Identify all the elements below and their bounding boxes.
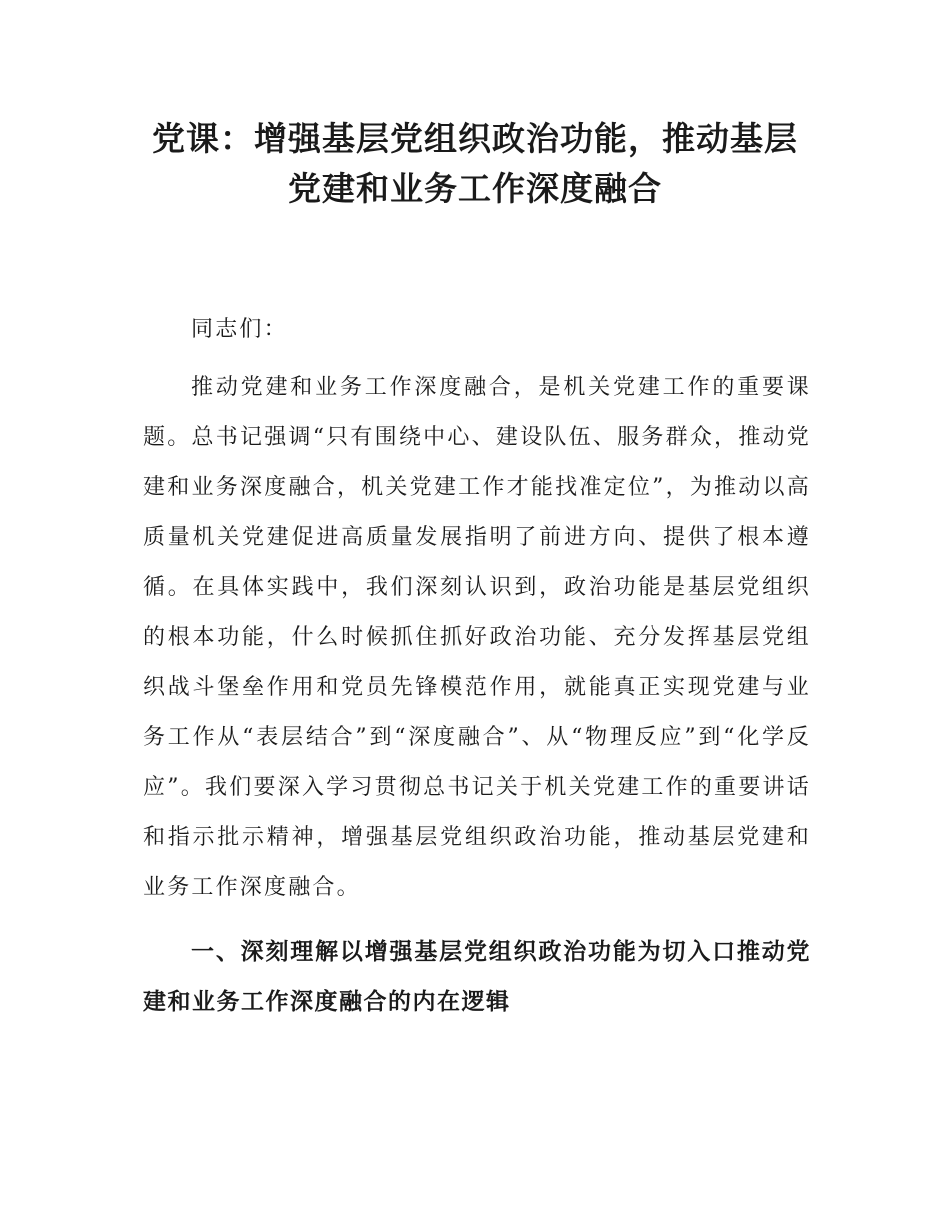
document-title: [100, 114, 850, 214]
title-line-1: 党课：增强基层党组织政治功能，推动基层: [152, 119, 798, 158]
title-line-2: 党建和业务工作深度融合: [288, 169, 662, 208]
section-heading: 一、深刻理解以增强基层党组织政治功能为切入口推动党建和业务工作深度融合的内在逻辑: [143, 939, 811, 1015]
paragraph: 推动党建和业务工作深度融合，是机关党建工作的重要课题。总书记强调“只有围绕中心、建设队伍、服务群众，推动党建和业务深度融合，机关党建工作才能找准定位”，为推动以高质量机关党建促进高质量发展指明了前进方向、提供了根本遵循。在具体实践中，我们深刻认识到，政治功能是基层党组织的根本功能，什么时候抓住抓好政治功能、充分发挥基层党组织战斗堡垒作用和党员先锋模范作用，就能真正实现党建与业务工作从“表层结合”到“深度融合”、从“物理反应”到“化学反应”。我们要深入学习贯彻总书记关于机关党建工作的重要讲话和指示批示精神，增强基层党组织政治功能，推动基层党建和业务工作深度融合。: [143, 375, 811, 900]
salutation: 同志们：: [191, 317, 288, 342]
